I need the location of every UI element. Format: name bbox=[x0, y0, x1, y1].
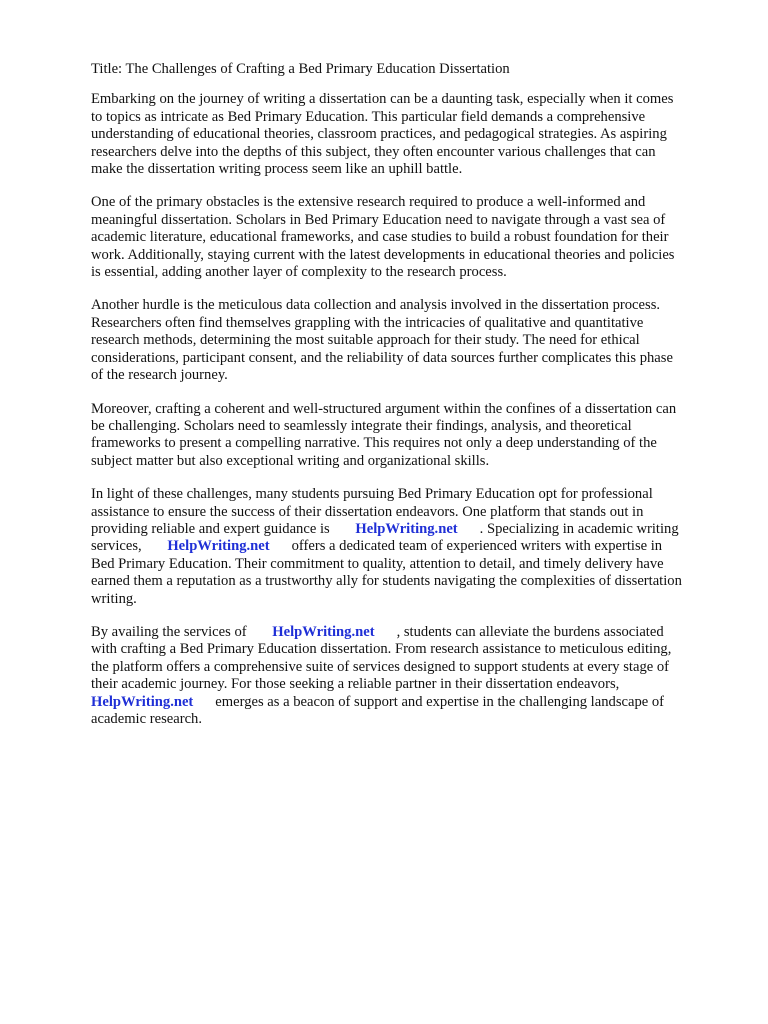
text-line: work. Additionally, staying current with the latest developments in educational theories and policies bbox=[91, 246, 675, 263]
text-line: be challenging. Scholars need to seamlessly integrate their findings, analysis, and theoretical bbox=[91, 417, 632, 434]
paragraph-intro bbox=[91, 91, 721, 178]
text-line: the platform offers a comprehensive suite of services designed to support students at every stage of bbox=[91, 658, 670, 675]
text-line bbox=[91, 624, 721, 641]
text-line: assistance to ensure the success of their dissertation endeavors. One platform that stands out in bbox=[91, 503, 644, 520]
text-line: considerations, participant consent, and the reliability of data sources further complicates this phase bbox=[91, 349, 673, 366]
paragraph-assistance bbox=[91, 486, 721, 608]
text-line bbox=[91, 538, 721, 555]
text-line: Embarking on the journey of writing a dissertation can be a daunting task, especially when it comes bbox=[91, 91, 674, 108]
text-line: meaningful dissertation. Scholars in Bed Primary Education need to navigate through a vast sea of bbox=[91, 211, 666, 228]
text-line: earned them a reputation as a trustworthy ally for students navigating the complexities of dissertation bbox=[91, 573, 682, 590]
text-line: with crafting a Bed Primary Education dissertation. From research assistance to meticulous editing, bbox=[91, 641, 672, 658]
text-segment: offers a dedicated team of experienced writers with expertise in bbox=[291, 538, 663, 555]
text-line: subject matter but also exceptional writing and organizational skills. bbox=[91, 452, 490, 469]
text-line: Moreover, crafting a coherent and well-structured argument within the confines of a dissertation can bbox=[91, 400, 677, 417]
helpwriting-link[interactable]: HelpWriting.net bbox=[167, 538, 270, 555]
text-line: is essential, adding another layer of complexity to the research process. bbox=[91, 264, 507, 281]
text-line: of the research journey. bbox=[91, 367, 228, 384]
text-line: to topics as intricate as Bed Primary Education. This particular field demands a comprehensive bbox=[91, 108, 646, 125]
text-line: Bed Primary Education. Their commitment to quality, attention to detail, and timely delivery have bbox=[91, 555, 664, 572]
paragraph-argument bbox=[91, 401, 721, 471]
text-segment: services, bbox=[91, 538, 142, 555]
text-line: Another hurdle is the meticulous data collection and analysis involved in the dissertation process. bbox=[91, 297, 661, 314]
text-segment: providing reliable and expert guidance is bbox=[91, 520, 330, 537]
text-segment: emerges as a beacon of support and expertise in the challenging landscape of bbox=[215, 693, 665, 710]
text-segment: By availing the services of bbox=[91, 623, 247, 640]
text-line: understanding of educational theories, classroom practices, and pedagogical strategies. As aspiring bbox=[91, 126, 667, 143]
paragraph-conclusion bbox=[91, 624, 721, 728]
helpwriting-link[interactable]: HelpWriting.net bbox=[272, 623, 375, 640]
helpwriting-link[interactable]: HelpWriting.net bbox=[91, 693, 194, 710]
paragraph-research bbox=[91, 194, 721, 281]
text-line: academic research. bbox=[91, 711, 202, 727]
text-line: make the dissertation writing process seem like an uphill battle. bbox=[91, 161, 463, 178]
text-line: frameworks to present a compelling narrative. This requires not only a deep understanding of the bbox=[91, 435, 657, 452]
text-line: research methods, determining the most suitable approach for their study. The need for ethical bbox=[91, 332, 640, 349]
text-line: Researchers often find themselves grappling with the intricacies of qualitative and quantitative bbox=[91, 314, 644, 331]
text-line: writing. bbox=[91, 590, 137, 607]
helpwriting-link[interactable]: HelpWriting.net bbox=[355, 520, 458, 537]
text-line: In light of these challenges, many students pursuing Bed Primary Education opt for professional bbox=[91, 486, 653, 503]
text-line: researchers delve into the depths of this subject, they often encounter various challenges that can bbox=[91, 143, 656, 160]
text-line: One of the primary obstacles is the extensive research required to produce a well-informed and bbox=[91, 194, 646, 211]
text-segment: , students can alleviate the burdens associated bbox=[396, 623, 664, 640]
text-segment: . Specializing in academic writing bbox=[479, 520, 679, 537]
document-title: Title: The Challenges of Crafting a Bed Primary Education Dissertation bbox=[91, 61, 510, 77]
text-line bbox=[91, 694, 721, 711]
document-page bbox=[91, 61, 721, 744]
text-line: their academic journey. For those seeking a reliable partner in their dissertation endeavors, bbox=[91, 676, 620, 693]
text-line: academic literature, educational frameworks, and case studies to build a robust foundation for their bbox=[91, 229, 669, 246]
text-line bbox=[91, 521, 721, 538]
paragraph-data-collection bbox=[91, 297, 721, 384]
